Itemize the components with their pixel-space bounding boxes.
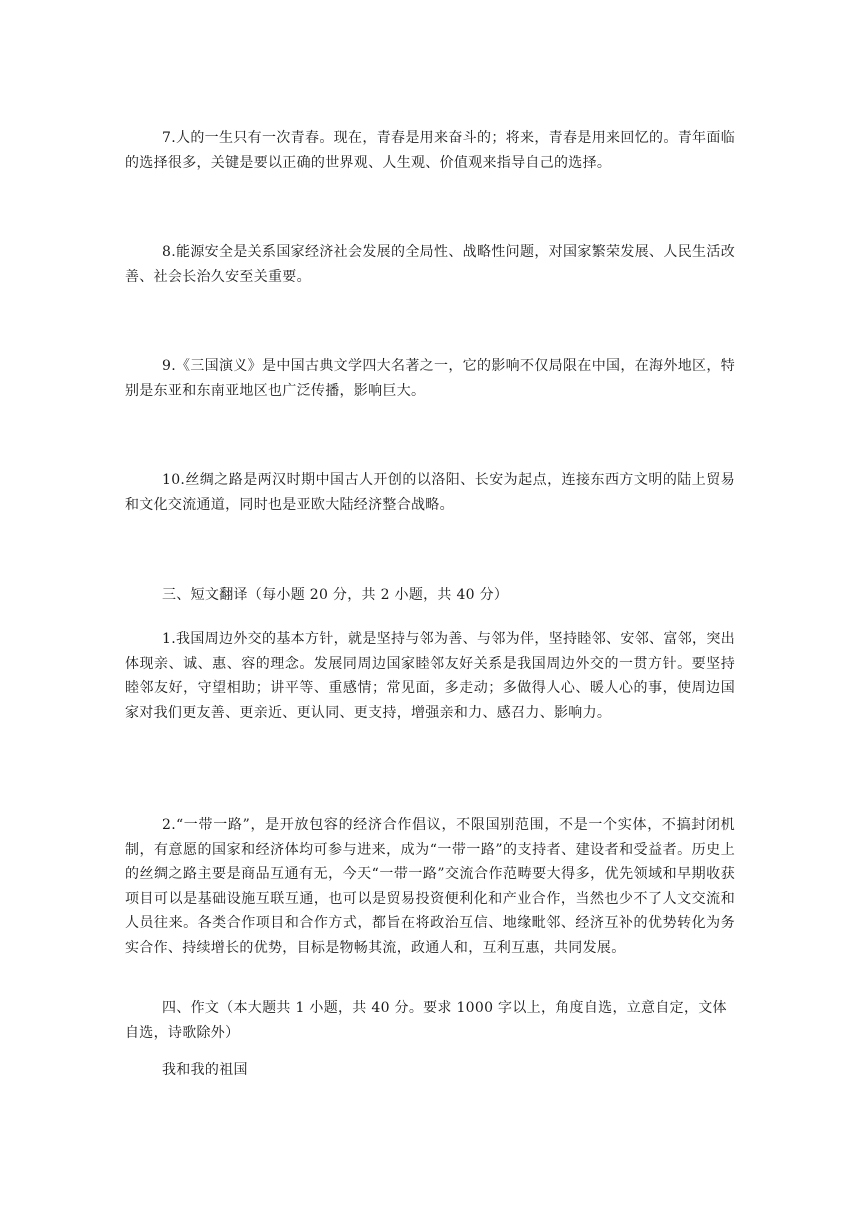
translation-passage-1: 1.我国周边外交的基本方针，就是坚持与邻为善、与邻为伴，坚持睦邻、安邻、富邻，突出体现亲、诚、惠、容的理念。发展同周边国家睦邻友好关系是我国周边外交的一贯方针。要坚持睦邻友好，守望相助；讲平等、重感情；常见面，多走动；多做得人心、暖人心的事，使周边国家对我们更友善、更亲近、更认同、更支持，增强亲和力、感召力、影响力。: [125, 631, 735, 721]
essay-title: 我和我的祖国: [162, 1062, 248, 1078]
question-7: 7.人的一生只有一次青春。现在，青春是用来奋斗的；将来，青春是用来回忆的。青年面临的选择很多，关键是要以正确的世界观、人生观、价值观来指导自己的选择。: [125, 130, 735, 171]
translation-passage-2: 2.“一带一路”，是开放包容的经济合作倡议，不限国别范围，不是一个实体，不搞封闭机制，有意愿的国家和经济体均可参与进来，成为“一带一路”的支持者、建设者和受益者。历史上的丝绸之路主要是商品互通有无，今天“一带一路”交流合作范畴要大得多，优先领域和早期收获项目可以是基础设施互联互通，也可以是贸易投资便利化和产业合作，当然也少不了人文交流和人员往来。各类合作项目和合作方式，都旨在将政治互信、地缘毗邻、经济互补的优势转化为务实合作、持续增长的优势，目标是物畅其流，政通人和，互利互惠，共同发展。: [125, 817, 735, 956]
question-8: 8.能源安全是关系国家经济社会发展的全局性、战略性问题，对国家繁荣发展、人民生活改善、社会长治久安至关重要。: [125, 244, 735, 285]
section-4-heading: 四、作文（本大题共 1 小题，共 40 分。要求 1000 字以上，角度自选，立意自定，文体自选，诗歌除外）: [125, 1000, 727, 1041]
section-3-heading: 三、短文翻译（每小题 20 分，共 2 小题，共 40 分）: [162, 587, 509, 603]
question-9: 9.《三国演义》是中国古典文学四大名著之一，它的影响不仅局限在中国，在海外地区，特别是东亚和东南亚地区也广泛传播，影响巨大。: [125, 358, 735, 399]
question-10: 10.丝绸之路是两汉时期中国古人开创的以洛阳、长安为起点，连接东西方文明的陆上贸易和文化交流通道，同时也是亚欧大陆经济整合战略。: [125, 472, 735, 513]
